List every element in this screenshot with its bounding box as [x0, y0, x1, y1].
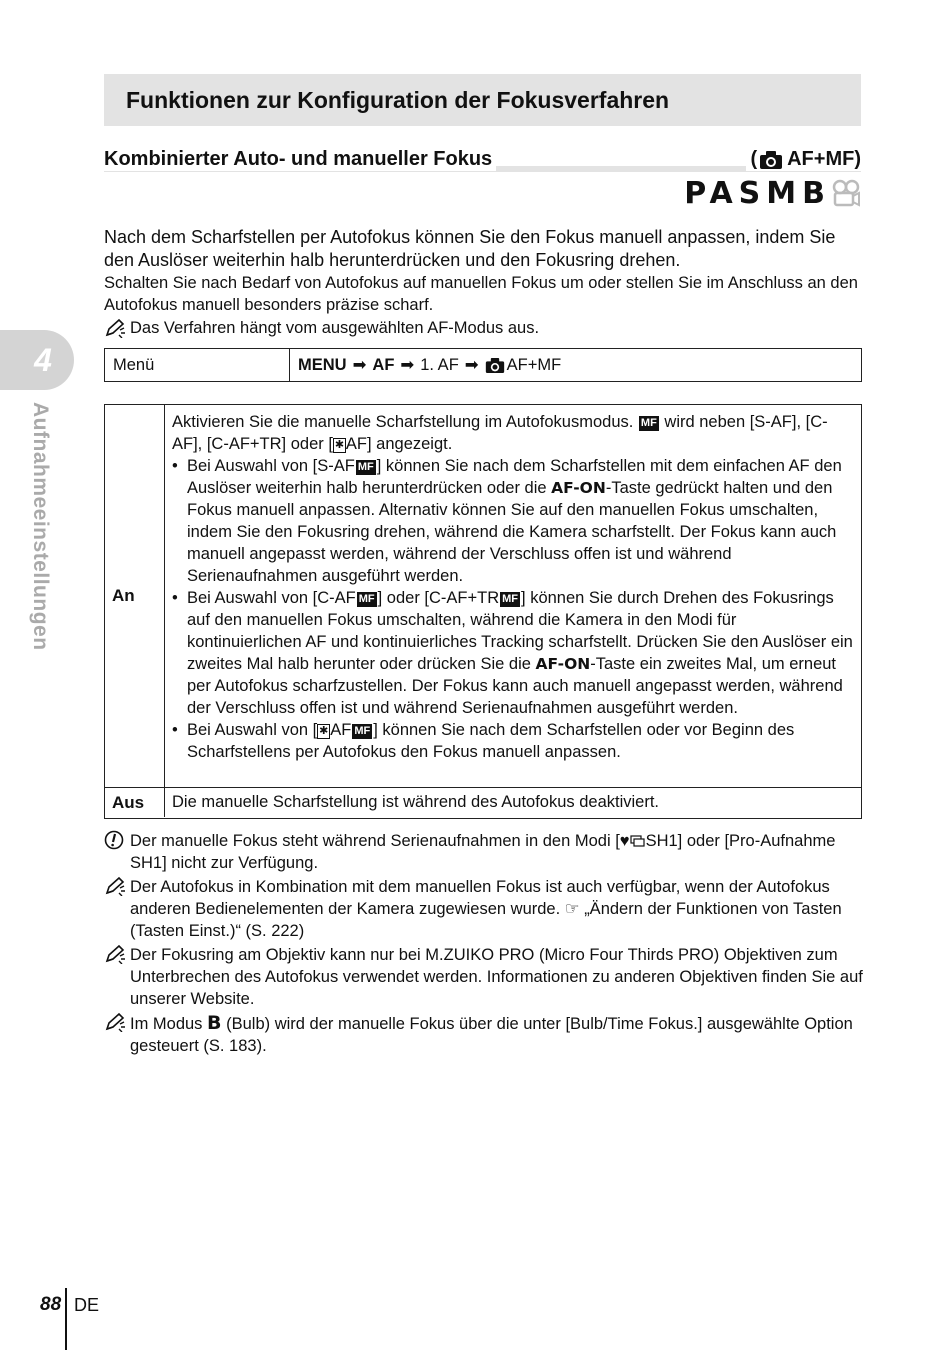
caution-icon	[104, 830, 124, 850]
chapter-title-vertical	[28, 402, 54, 682]
tip-pencil-icon	[104, 944, 126, 964]
bullet-text: Bei Auswahl von [C-AF	[187, 589, 356, 607]
menu-path-item: 1. AF	[420, 355, 459, 374]
menu-path	[290, 349, 861, 381]
tip-note	[104, 944, 864, 1010]
note-text: Der manuelle Fokus steht während Serienaufnahmen in den Modi [	[130, 832, 620, 850]
row-content-on	[165, 405, 861, 763]
bullet-text: -Taste gedrückt halten und den Fokus manuell anpassen. Alternativ können Sie auf den manuellen Fokus umschalten, indem Sie den Fokusring drehen, während die Kamera scharfstellt. Der Fokus kann auch manuell angepasst werden, während der Verschluss offen ist und während Serienaufnahmen ausgeführt werden.	[187, 479, 837, 585]
arrow-right-icon: ➡	[400, 356, 415, 374]
chapter-number: 4	[34, 341, 52, 378]
reference-icon: ☞	[564, 900, 580, 918]
menu-label: Menü	[105, 349, 290, 381]
row-label-off: Aus	[105, 788, 165, 817]
mode-open-paren: (	[750, 148, 758, 170]
video-mode-icon	[831, 179, 861, 207]
row-label-on: An	[105, 405, 165, 787]
bullet-text: Bei Auswahl von [	[187, 721, 318, 739]
camera-icon	[759, 150, 783, 170]
exposure-modes	[684, 176, 861, 210]
intro-note	[104, 318, 864, 339]
on-intro-text: AF] angezeigt.	[345, 435, 453, 453]
tip-pencil-icon	[104, 318, 126, 338]
note-text: Im Modus	[130, 1015, 203, 1033]
intro-note-text: Das Verfahren hängt vom ausgewählten AF-Modus aus.	[130, 319, 540, 337]
list-item	[172, 719, 855, 763]
tip-pencil-icon	[104, 1012, 126, 1032]
on-intro-text: wird neben [S-AF], [C-AF], [C-AF+TR] oder [	[172, 413, 828, 453]
arrow-right-icon: ➡	[464, 356, 479, 374]
on-intro-text: Aktivieren Sie die manuelle Scharfstellung im Autofokusmodus.	[172, 413, 634, 431]
mf-badge-icon: MF	[357, 461, 374, 473]
subheading-title: Kombinierter Auto- und manueller Fokus	[104, 148, 496, 171]
tip-pencil-icon	[104, 876, 126, 896]
tip-note	[104, 876, 864, 942]
sequential-shooting-icon: ♥	[620, 832, 646, 850]
settings-table	[104, 404, 862, 819]
mode-label: AF+MF)	[787, 148, 861, 170]
face-detect-icon: ✱	[319, 725, 329, 737]
menu-path-table	[104, 348, 862, 382]
bullet-text: ] können Sie durch Drehen des Fokusrings auf den manuellen Fokus umschalten, während die Kamera in den Modi für kontinuierlichen AF und kontinuierliches Tracking scharfstellt. Drücken Sie den Auslöser ein zweites Mal halb herunter oder drücken Sie die	[187, 589, 853, 673]
language-code: DE	[74, 1295, 100, 1315]
list-item	[172, 455, 855, 587]
bullet-text: AF	[330, 721, 352, 739]
note-text: Der Autofokus in Kombination mit dem manuellen Fokus ist auch verfügbar, wenn der Autofokus anderen Bedienelementen der Kamera zugewiesen wurde.	[130, 878, 830, 918]
mode-reference	[746, 148, 861, 171]
bullet: •	[172, 457, 178, 475]
row-content-off: Die manuelle Scharfstellung ist während des Autofokus deaktiviert.	[172, 793, 660, 811]
page-title: Funktionen zur Konfiguration der Fokusverfahren	[126, 86, 670, 113]
table-row-off	[105, 788, 861, 817]
notes-list	[104, 830, 864, 1059]
bullet-text: ] können Sie nach dem Scharfstellen mit dem einfachen AF den Auslöser weiterhin halb herunterdrücken oder die	[187, 457, 842, 497]
mf-badge-icon: MF	[358, 593, 375, 605]
face-detect-icon: ✱	[334, 439, 345, 451]
menu-path-af: AF	[372, 355, 395, 374]
mf-badge-icon: MF	[640, 417, 657, 429]
arrow-right-icon: ➡	[352, 356, 367, 374]
note-text: „Ändern der Funktionen von Tasten (Tasten Einst.)“ (S. 222)	[130, 900, 842, 940]
list-item	[172, 587, 855, 719]
bulb-mode-letter: B	[207, 1012, 222, 1034]
table-row-on	[105, 405, 861, 788]
page-number: 88	[40, 1294, 62, 1315]
subheading	[104, 146, 861, 172]
mf-badge-icon: MF	[354, 725, 371, 737]
bullet-text: ] oder [C-AF+TR	[377, 589, 500, 607]
chapter-title: Aufnahmeeinstellungen	[29, 402, 52, 651]
bullet-text: -Taste ein zweites Mal, um erneut per Autofokus scharfzustellen. Der Fokus kann auch manuell angepasst werden, während der Verschluss offen ist und während Serienaufnahmen ausgeführt werden.	[187, 655, 843, 717]
bullet: •	[172, 721, 178, 739]
camera-icon	[485, 357, 505, 374]
note-text: Der Fokusring am Objektiv kann nur bei M.ZUIKO PRO (Micro Four Thirds PRO) Objektiven zum Unterbrechen des Autofokus verwendet werden. Informationen zu anderen Objektiven finden Sie auf unserer Website.	[130, 946, 863, 1008]
intro-paragraph-2: Schalten Sie nach Bedarf von Autofokus auf manuellen Fokus um oder stellen Sie im Anschluss an den Autofokus manuell besonders präzise scharf.	[104, 274, 858, 314]
note-text: SH1] oder [Pro-Aufnahme SH1] nicht zur Verfügung.	[130, 832, 836, 872]
af-on-button-label: AF-ON	[551, 479, 606, 497]
note-text: (Bulb) wird der manuelle Fokus über die unter [Bulb/Time Fokus.] ausgewählte Option gesteuert (S. 183).	[130, 1015, 853, 1055]
footer-divider	[65, 1288, 67, 1350]
af-on-button-label: AF-ON	[535, 655, 591, 673]
section-banner	[104, 74, 861, 126]
bullet-text: ] können Sie nach dem Scharfstellen oder vor Beginn des Scharfstellens per Autofokus den Fokus manuell anpassen.	[187, 721, 795, 761]
tip-note	[104, 1012, 864, 1057]
intro-paragraph: Nach dem Scharfstellen per Autofokus können Sie den Fokus manuell anpassen, indem Sie den Auslöser weiterhin halb herunterdrücken und den Fokusring drehen.	[104, 227, 836, 270]
mf-badge-icon: MF	[502, 593, 519, 605]
caution-note	[104, 830, 864, 874]
menu-path-menu: MENU	[298, 355, 347, 374]
chapter-tab	[0, 330, 74, 390]
mode-letters: PASMB	[684, 175, 831, 211]
menu-path-target: AF+MF	[506, 355, 562, 374]
bullet-text: Bei Auswahl von [S-AF	[187, 457, 355, 475]
bullet: •	[172, 589, 178, 607]
